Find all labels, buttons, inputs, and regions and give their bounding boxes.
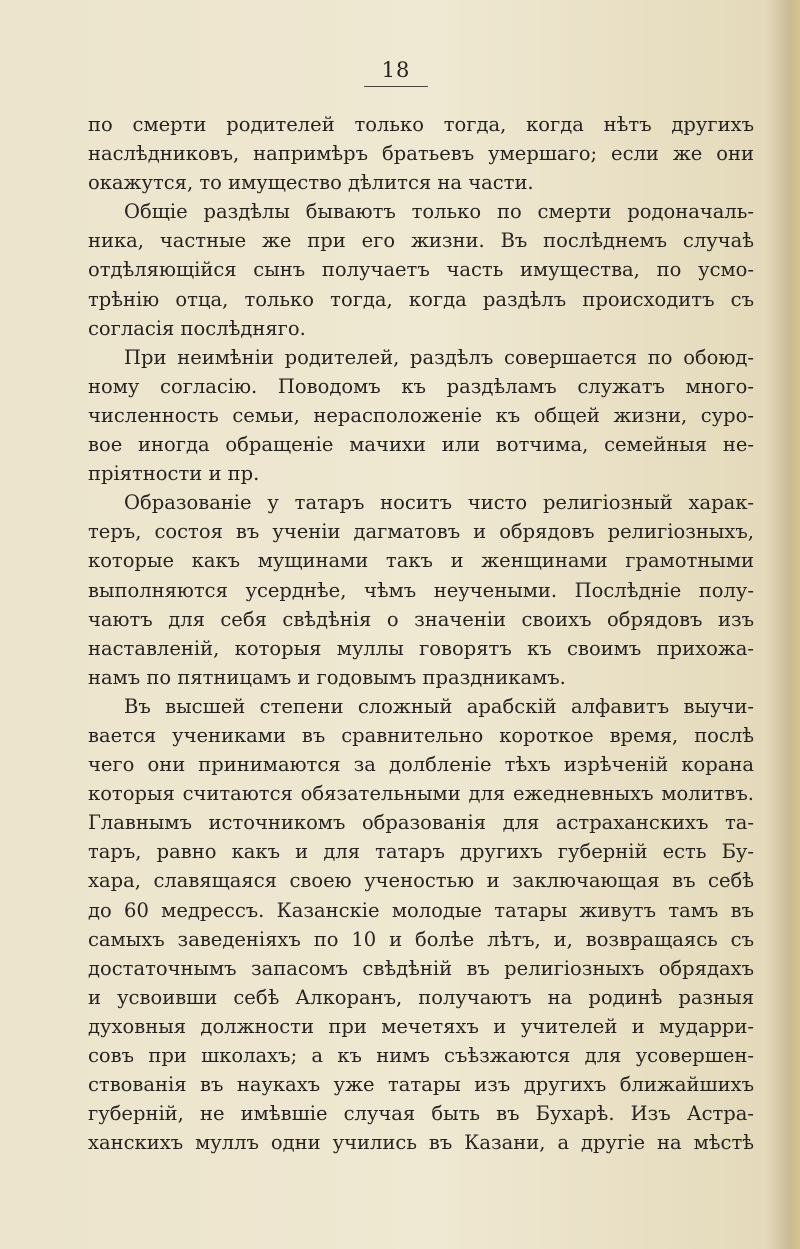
text-line: губерній, не имѣвшіе случая быть въ Бухарѣ. Изъ Астра- bbox=[88, 1102, 754, 1126]
text-line: теръ, состоя въ ученіи дагматовъ и обрядовъ религіозныхъ, bbox=[88, 520, 754, 544]
text-line: Общіе раздѣлы бываютъ только по смерти родоначаль- bbox=[124, 200, 754, 224]
text-line: таръ, равно какъ и для татаръ другихъ губерній есть Бу- bbox=[88, 840, 754, 864]
text-line: ханскихъ муллъ одни учились въ Казани, а другіе на мѣстѣ bbox=[88, 1131, 754, 1155]
body-text bbox=[88, 110, 754, 1157]
text-line: выполняются усерднѣе, чѣмъ неучеными. Послѣдніе полу- bbox=[88, 578, 754, 602]
text-line: Въ высшей степени сложный арабскій алфавитъ выучи- bbox=[124, 694, 754, 718]
text-line: Образованіе у татаръ носитъ чисто религіозный харак- bbox=[124, 491, 754, 515]
text-line: совъ при школахъ; а къ нимъ съѣзжаются для усовершен- bbox=[88, 1044, 754, 1067]
page-number: 18 bbox=[381, 58, 411, 82]
text-line: наслѣдниковъ, напримѣръ братьевъ умершаго; если же они bbox=[88, 142, 754, 166]
text-line: вое иногда обращеніе мачихи или вотчима, семейныя не- bbox=[88, 433, 754, 457]
text-line: чаютъ для себя свѣдѣнія о значеніи своихъ обрядовъ изъ bbox=[88, 607, 754, 631]
text-line: ному согласію. Поводомъ къ раздѣламъ служатъ много- bbox=[88, 374, 754, 398]
text-line: по смерти родителей только тогда, когда нѣтъ другихъ bbox=[88, 113, 754, 136]
text-line: и усвоивши себѣ Алкоранъ, получаютъ на родинѣ разныя bbox=[88, 985, 754, 1009]
text-line: трѣнію отца, только тогда, когда раздѣлъ происходитъ съ bbox=[88, 287, 754, 311]
text-line: чего они принимаются за долбленіе тѣхъ изрѣченій корана bbox=[88, 753, 754, 777]
text-line: достаточнымъ запасомъ свѣдѣній въ религіозныхъ обрядахъ bbox=[88, 956, 754, 980]
text-line: При неимѣніи родителей, раздѣлъ совершается по обоюд- bbox=[124, 345, 754, 369]
text-line: пріятности и пр. bbox=[88, 462, 260, 486]
text-line: которые какъ мущинами такъ и женщинами грамотными bbox=[88, 549, 754, 573]
text-line: хара, славящаяся своею ученостью и заключающая въ себѣ bbox=[88, 869, 754, 893]
text-line: наставленій, которыя муллы говорятъ къ своимъ прихожа- bbox=[88, 636, 754, 660]
text-line: до 60 медрессъ. Казанскіе молодые татары живутъ тамъ въ bbox=[88, 898, 754, 922]
text-line: самыхъ заведеніяхъ по 10 и болѣе лѣтъ, и, возвращаясь съ bbox=[88, 927, 754, 951]
text-line: намъ по пятницамъ и годовымъ праздникамъ. bbox=[88, 665, 566, 689]
text-line: ствованія въ наукахъ уже татары изъ другихъ ближайшихъ bbox=[88, 1073, 754, 1097]
text-line: численность семьи, нерасположеніе къ общей жизни, суро- bbox=[88, 403, 754, 427]
text-line: которыя считаются обязательными для ежедневныхъ молитвъ. bbox=[88, 782, 754, 806]
text-line: вается учениками въ сравнительно короткое время, послѣ bbox=[88, 723, 754, 747]
text-line: отдѣляющійся сынъ получаетъ часть имущества, по усмо- bbox=[88, 258, 754, 282]
text-line: Главнымъ источникомъ образованія для астраханскихъ та- bbox=[88, 811, 754, 835]
text-line: ника, частные же при его жизни. Въ послѣднемъ случаѣ bbox=[88, 229, 754, 253]
text-line: согласія послѣдняго. bbox=[88, 316, 306, 340]
text-line: духовныя должности при мечетяхъ и учителей и мударри- bbox=[88, 1014, 754, 1038]
text-line: окажутся, то имущество дѣлится на части. bbox=[88, 171, 534, 195]
page-number-underline bbox=[364, 86, 428, 87]
page-edge-shadow bbox=[766, 0, 800, 1249]
